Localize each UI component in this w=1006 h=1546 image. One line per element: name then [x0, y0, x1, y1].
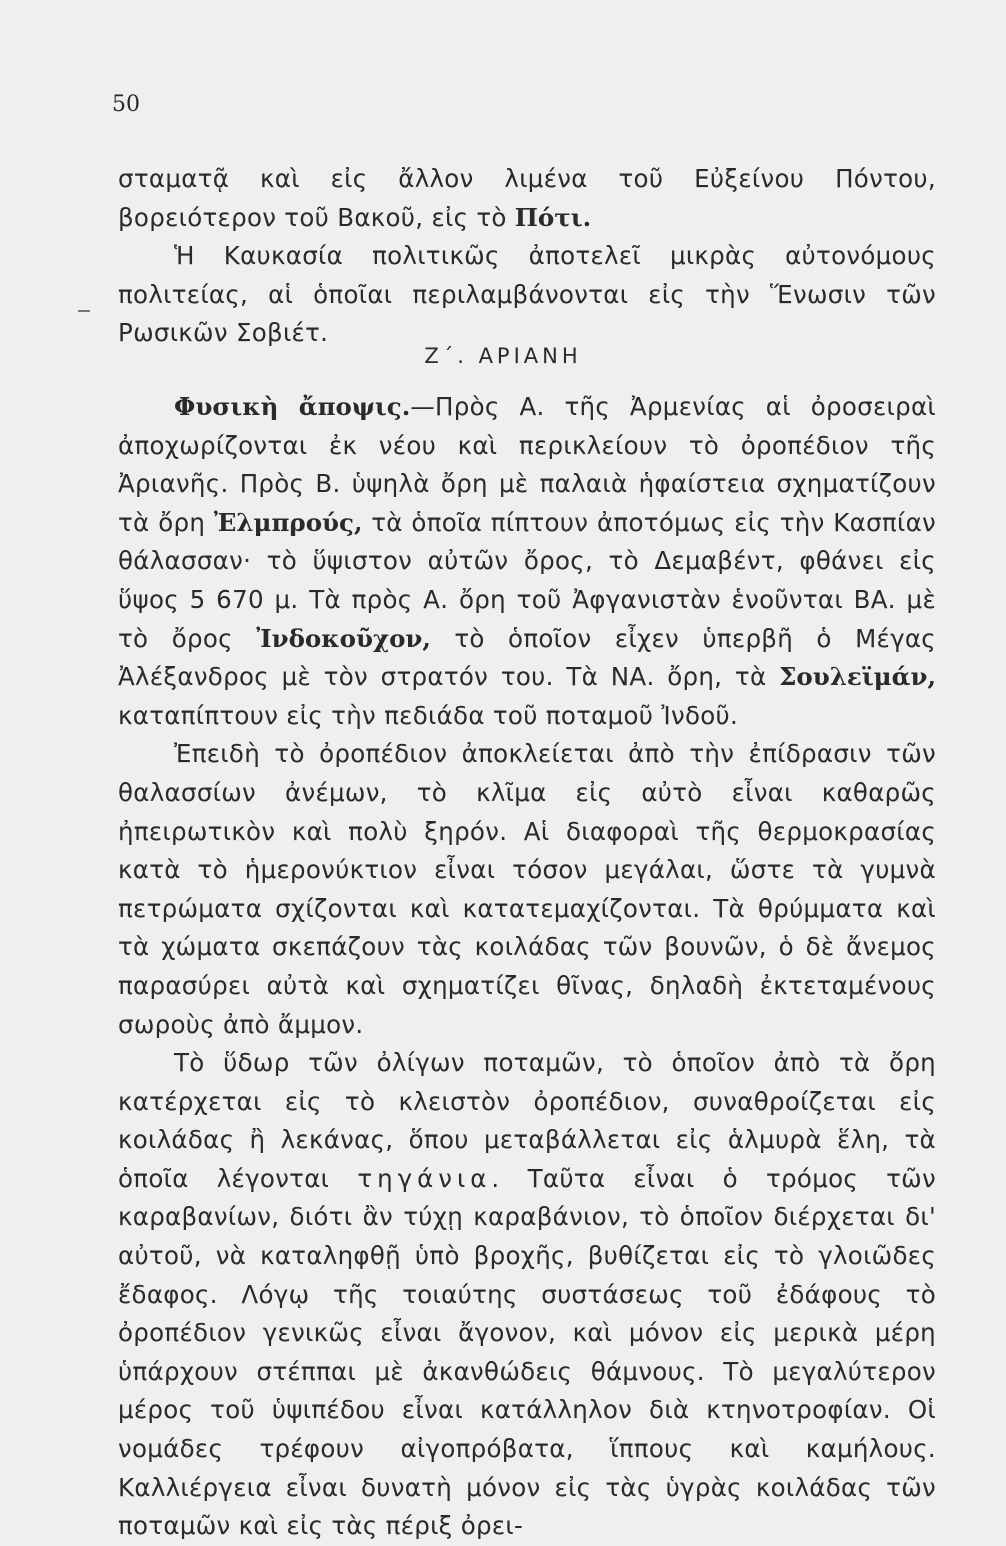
paragraph-physical-view	[118, 388, 936, 735]
section-heading: Ζ΄. ΑΡΙΑΝΗ	[424, 344, 582, 368]
text-run: Ἡ Καυκασία πολιτικῶς ἀποτελεῖ μικρὰς αὐτονόμους πολιτείας, αἱ ὁποῖαι περιλαμβάνονται εἰς τὴν Ἕνωσιν τῶν Ρωσικῶν Σοβιέτ.	[118, 241, 936, 348]
place-name-hindu-kush: Ἰνδοκοῦχον,	[256, 623, 431, 653]
paragraph-continuation	[118, 160, 936, 237]
paragraph-climate	[118, 735, 936, 1044]
margin-mark	[78, 310, 90, 312]
text-run: καταπίπτουν εἰς τὴν πεδιάδα τοῦ ποταμοῦ Ἰνδοῦ.	[118, 700, 739, 730]
text-run: Τὸ ὕδωρ τῶν ὀλίγων ποταμῶν, τὸ ὁποῖον ἀπὸ τὰ ὄρη κατέρχεται εἰς τὸ κλειστὸν ὀροπέδιον, συναθροίζεται εἰς κοιλάδας ἢ λεκάνας, ὅπου μεταβάλλεται εἰς ἁλμυρὰ ἕλη, τὰ ὁποῖα λέγονται	[118, 1048, 936, 1193]
subheading-physical-view: Φυσικὴ ἄποψις.	[174, 392, 411, 421]
main-text-block	[118, 388, 936, 1546]
text-run: . Ταῦτα εἶναι ὁ τρόμος τῶν καραβανίων, διότι ἂν τύχῃ καραβάνιον, τὸ ὁποῖον διέρχεται δι' αὐτοῦ, νὰ καταληφθῇ ὑπὸ βροχῆς, βυθίζεται εἰς τὸ γλοιῶδες ἔδαφος. Λόγῳ τῆς τοιαύτης συστάσεως τοῦ ἐδάφους τὸ ὀροπέδιον γενικῶς εἶναι ἄγονον, καὶ μόνον εἰς μερικὰ μέρη ὑπάρχουν στέππαι μὲ ἀκανθώδεις θάμνους. Τὸ μεγαλύτερον μέρος τοῦ ὑψιπέδου εἶναι κατάλληλον διὰ κτηνοτροφίαν. Οἱ νομάδες τρέφουν αἰγοπρόβατα, ἵππους καὶ καμήλους. Καλλιέργεια εἶναι δυνατὴ μόνον εἰς τὰς ὑγρὰς κοιλάδας τῶν ποταμῶν καὶ εἰς τὰς πέριξ ὀρει-	[118, 1163, 936, 1541]
text-run: —Πρὸς Α. τῆς Ἀρμενίας αἱ ὀροσειραὶ ἀποχωρίζονται ἐκ νέου καὶ περικλείουν τὸ ὀροπέδιον τῆς Ἀριανῆς. Πρὸς Β. ὑψηλὰ ὄρη μὲ παλαιὰ ἡφαίστεια σχηματίζουν τὰ ὄρη	[118, 392, 937, 537]
paragraph-caucasia-politics	[118, 237, 936, 353]
page-number: 50	[112, 92, 140, 117]
text-run: Ἐπειδὴ τὸ ὀροπέδιον ἀποκλείεται ἀπὸ τὴν ἐπίδρασιν τῶν θαλασσίων ἀνέμων, τὸ κλῖμα εἰς αὐτὸ εἶναι καθαρῶς ἠπειρωτικὸν καὶ πολὺ ξηρόν. Αἱ διαφοραὶ τῆς θερμοκρασίας κατὰ τὸ ἡμερονύκτιον εἶναι τόσον μεγάλαι, ὥστε τὰ γυμνὰ πετρώματα σχίζονται καὶ κατατεμαχίζονται. Τὰ θρύμματα καὶ τὰ χώματα σκεπάζουν τὰς κοιλάδας τῶν βουνῶν, ὁ δὲ ἄνεμος παρασύρει αὐτὰ καὶ σχηματίζει θῖνας, δηλαδὴ ἐκτεταμένους σωροὺς ἀπὸ ἄμμον.	[118, 739, 936, 1039]
top-text-block	[118, 160, 936, 353]
text-run: σταματᾷ καὶ εἰς ἄλλον λιμένα τοῦ Εὐξείνου Πόντου, βορειότερον τοῦ Βακοῦ, εἰς τὸ	[118, 164, 936, 232]
text-run: τὸ ὁποῖον εἶχεν ὑπερβῆ ὁ Μέγας Ἀλέξανδρος μὲ τὸν στρατόν του. Τὰ ΝΑ. ὄρη, τὰ	[118, 623, 936, 692]
place-name-elbrus: Ἐλμπρούς,	[213, 507, 363, 537]
term-tigania: τηγάνια	[357, 1163, 492, 1193]
place-name-suleiman: Σουλεϊμάν,	[779, 662, 936, 692]
place-name-poti: Πότι.	[514, 202, 592, 232]
paragraph-rivers	[118, 1044, 936, 1546]
text-run: τὰ ὁποῖα πίπτουν ἀποτόμως εἰς τὴν Κασπίαν θάλασσαν· τὸ ὕψιστον αὐτῶν ὄρος, τὸ Δεμαβέντ, φθάνει εἰς ὕψος 5 670 μ. Τὰ πρὸς Α. ὄρη τοῦ Ἀφγανιστὰν ἑνοῦνται ΒΑ. μὲ τὸ ὄρος	[118, 507, 936, 653]
